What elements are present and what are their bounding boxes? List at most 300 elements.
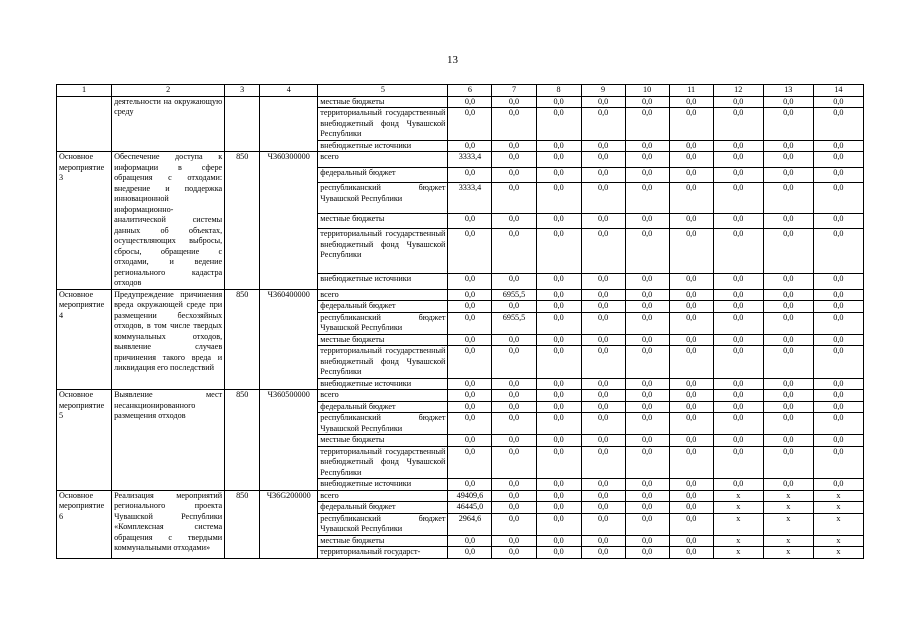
amount-cell: 0,0 [492,446,536,479]
amount-cell: 0,0 [813,183,863,213]
amount-cell: 0,0 [669,446,713,479]
amount-cell: 0,0 [448,446,492,479]
funding-source: всего [318,490,448,502]
amount-cell: 0,0 [813,413,863,435]
amount-cell: 0,0 [536,502,581,514]
amount-cell: x [763,490,813,502]
amount-cell: 0,0 [625,346,669,379]
amount-cell: x [813,502,863,514]
funding-source: республиканский бюджет Чувашской Республики [318,513,448,535]
amount-cell: 0,0 [625,108,669,141]
funding-source: территориальный государственный внебюджетный фонд Чувашской Республики [318,108,448,141]
amount-cell: 0,0 [763,108,813,141]
amount-cell: 0,0 [713,413,763,435]
amount-cell: 0,0 [581,547,625,559]
amount-cell: 0,0 [669,96,713,108]
funding-source: местные бюджеты [318,334,448,346]
amount-cell: 0,0 [536,312,581,334]
amount-cell: 0,0 [536,378,581,390]
amount-cell: 46445,0 [448,502,492,514]
amount-cell: 0,0 [713,229,763,273]
amount-cell: 0,0 [669,513,713,535]
amount-cell: 0,0 [763,213,813,229]
amount-cell: 0,0 [448,401,492,413]
amount-cell: 0,0 [536,479,581,491]
amount-cell: 0,0 [536,229,581,273]
amount-cell: 0,0 [581,378,625,390]
amount-cell: 0,0 [763,273,813,289]
amount-cell: 0,0 [448,167,492,183]
amount-cell: 0,0 [813,334,863,346]
funding-source: республиканский бюджет Чувашской Республики [318,312,448,334]
responsible-code: 850 [225,152,260,290]
amount-cell: 0,0 [813,213,863,229]
funding-source: республиканский бюджет Чувашской Республики [318,183,448,213]
amount-cell: 0,0 [713,401,763,413]
amount-cell: 2964,6 [448,513,492,535]
amount-cell: x [813,490,863,502]
amount-cell: 0,0 [763,346,813,379]
amount-cell: 0,0 [448,346,492,379]
amount-cell: 0,0 [492,346,536,379]
amount-cell: 0,0 [763,446,813,479]
amount-cell: x [763,535,813,547]
amount-cell: 0,0 [581,183,625,213]
amount-cell: 0,0 [763,378,813,390]
funding-source: внебюджетные источники [318,140,448,152]
funding-source: федеральный бюджет [318,167,448,183]
amount-cell: 0,0 [763,183,813,213]
amount-cell: 0,0 [669,167,713,183]
amount-cell: 0,0 [669,213,713,229]
amount-cell: 0,0 [813,390,863,402]
amount-cell: 0,0 [763,401,813,413]
amount-cell: 0,0 [813,479,863,491]
amount-cell: 0,0 [669,273,713,289]
amount-cell: 0,0 [713,152,763,168]
amount-cell: 0,0 [813,435,863,447]
column-header: 5 [318,85,448,97]
amount-cell: 0,0 [536,446,581,479]
amount-cell: 0,0 [713,289,763,301]
table-row [57,490,864,502]
amount-cell: 0,0 [536,96,581,108]
column-header: 12 [713,85,763,97]
budget-code: Ч360300000 [260,152,318,290]
amount-cell: 0,0 [713,213,763,229]
amount-cell: 0,0 [581,390,625,402]
amount-cell: 0,0 [763,435,813,447]
amount-cell: 0,0 [669,140,713,152]
amount-cell: 0,0 [669,346,713,379]
amount-cell: 0,0 [581,229,625,273]
funding-source: территориальный государственный внебюджетный фонд Чувашской Республики [318,229,448,273]
amount-cell: 0,0 [763,413,813,435]
amount-cell: 0,0 [669,229,713,273]
amount-cell: 0,0 [581,108,625,141]
amount-cell: 0,0 [625,513,669,535]
amount-cell: 0,0 [492,152,536,168]
amount-cell: 0,0 [763,96,813,108]
column-header: 2 [112,85,225,97]
amount-cell: 0,0 [536,535,581,547]
amount-cell: 0,0 [813,401,863,413]
budget-code: Ч360500000 [260,390,318,491]
amount-cell: 0,0 [625,446,669,479]
amount-cell: 0,0 [536,108,581,141]
amount-cell: 0,0 [713,346,763,379]
amount-cell: 0,0 [625,273,669,289]
amount-cell: 0,0 [763,334,813,346]
measure-description: Реализация мероприятий регионального проекта Чувашской Республики «Комплексная система обращения с твердыми коммунальными отходами» [112,490,225,558]
amount-cell: 0,0 [669,301,713,313]
amount-cell: 0,0 [763,479,813,491]
amount-cell: 0,0 [536,334,581,346]
amount-cell: 0,0 [669,490,713,502]
amount-cell: 0,0 [713,435,763,447]
amount-cell: 0,0 [581,289,625,301]
amount-cell: 0,0 [536,289,581,301]
column-header: 6 [448,85,492,97]
amount-cell: 0,0 [763,312,813,334]
column-header: 11 [669,85,713,97]
funding-source: всего [318,390,448,402]
amount-cell: 0,0 [813,273,863,289]
amount-cell: 0,0 [669,547,713,559]
amount-cell: 0,0 [713,96,763,108]
amount-cell: 0,0 [713,183,763,213]
amount-cell: 0,0 [763,152,813,168]
amount-cell: 0,0 [669,502,713,514]
table-row [57,390,864,402]
amount-cell: 0,0 [492,502,536,514]
measure-description: Выявление мест несанкционированного размещения отходов [112,390,225,491]
amount-cell: 0,0 [813,312,863,334]
funding-source: местные бюджеты [318,96,448,108]
amount-cell: 0,0 [448,301,492,313]
amount-cell: 0,0 [625,502,669,514]
amount-cell: 0,0 [448,435,492,447]
amount-cell: 0,0 [448,140,492,152]
amount-cell: 6955,5 [492,289,536,301]
responsible-code: 850 [225,490,260,558]
amount-cell: 0,0 [625,213,669,229]
measure-status: Основное мероприятие 4 [57,289,112,390]
amount-cell: 0,0 [492,334,536,346]
measure-status: Основное мероприятие 6 [57,490,112,558]
amount-cell: 49409,6 [448,490,492,502]
column-header: 3 [225,85,260,97]
column-header: 1 [57,85,112,97]
amount-cell: 0,0 [669,401,713,413]
table-row [57,289,864,301]
amount-cell: 0,0 [763,140,813,152]
amount-cell: 0,0 [581,413,625,435]
funding-source: федеральный бюджет [318,401,448,413]
amount-cell: 0,0 [448,273,492,289]
amount-cell: 0,0 [813,140,863,152]
amount-cell: 3333,4 [448,183,492,213]
amount-cell: 0,0 [813,346,863,379]
budget-table [56,84,864,559]
amount-cell: 0,0 [536,301,581,313]
amount-cell: 0,0 [581,273,625,289]
funding-source: территориальный государст- [318,547,448,559]
amount-cell: 0,0 [492,513,536,535]
amount-cell: 0,0 [492,535,536,547]
amount-cell: 0,0 [492,183,536,213]
amount-cell: 0,0 [669,334,713,346]
amount-cell: 0,0 [448,312,492,334]
amount-cell: 0,0 [813,446,863,479]
header-row [57,85,864,97]
column-header: 9 [581,85,625,97]
amount-cell: 0,0 [536,213,581,229]
funding-source: внебюджетные источники [318,273,448,289]
amount-cell: 0,0 [813,167,863,183]
column-header: 8 [536,85,581,97]
amount-cell: 0,0 [763,167,813,183]
amount-cell: 0,0 [669,413,713,435]
amount-cell: x [713,547,763,559]
amount-cell: 0,0 [581,312,625,334]
amount-cell: 0,0 [669,152,713,168]
funding-source: территориальный государственный внебюджетный фонд Чувашской Республики [318,346,448,379]
amount-cell: 0,0 [536,140,581,152]
amount-cell: 0,0 [581,152,625,168]
amount-cell: 0,0 [713,312,763,334]
amount-cell: 0,0 [625,229,669,273]
amount-cell: 0,0 [536,435,581,447]
amount-cell: x [713,513,763,535]
amount-cell: 0,0 [713,140,763,152]
amount-cell: x [763,513,813,535]
amount-cell: 0,0 [448,479,492,491]
amount-cell: 0,0 [536,390,581,402]
measure-description: деятельности на окружающую среду [112,96,225,152]
funding-source: территориальный государственный внебюджетный фонд Чувашской Республики [318,446,448,479]
amount-cell: 0,0 [669,435,713,447]
amount-cell: 0,0 [625,140,669,152]
amount-cell: 0,0 [581,513,625,535]
amount-cell: 0,0 [492,390,536,402]
amount-cell: x [813,547,863,559]
amount-cell: 0,0 [713,479,763,491]
amount-cell: x [763,502,813,514]
amount-cell: 0,0 [813,229,863,273]
amount-cell: 0,0 [763,229,813,273]
amount-cell: 0,0 [581,435,625,447]
amount-cell: 0,0 [536,273,581,289]
amount-cell: 0,0 [625,535,669,547]
amount-cell: 0,0 [763,301,813,313]
amount-cell: x [813,535,863,547]
amount-cell: x [713,502,763,514]
amount-cell: 0,0 [669,108,713,141]
funding-source: всего [318,152,448,168]
amount-cell: 0,0 [813,152,863,168]
responsible-code: 850 [225,289,260,390]
amount-cell: 0,0 [713,273,763,289]
amount-cell: 0,0 [492,229,536,273]
amount-cell: 0,0 [581,167,625,183]
amount-cell: 0,0 [713,378,763,390]
measure-status: Основное мероприятие 5 [57,390,112,491]
amount-cell: 0,0 [492,490,536,502]
amount-cell: 0,0 [625,289,669,301]
amount-cell: 0,0 [536,152,581,168]
amount-cell: 0,0 [492,479,536,491]
amount-cell: 0,0 [625,479,669,491]
amount-cell: 0,0 [492,435,536,447]
funding-source: внебюджетные источники [318,479,448,491]
amount-cell: 0,0 [448,390,492,402]
amount-cell: 0,0 [763,289,813,301]
amount-cell: 0,0 [581,502,625,514]
page-number: 13 [447,54,458,66]
amount-cell: 0,0 [625,413,669,435]
amount-cell: 0,0 [581,490,625,502]
amount-cell: 0,0 [813,96,863,108]
amount-cell: 0,0 [625,490,669,502]
amount-cell: 0,0 [625,390,669,402]
amount-cell: 0,0 [625,152,669,168]
amount-cell: 0,0 [763,390,813,402]
amount-cell: 0,0 [581,301,625,313]
amount-cell: 0,0 [492,547,536,559]
measure-status: Основное мероприятие 3 [57,152,112,290]
amount-cell: 0,0 [492,108,536,141]
amount-cell: x [813,513,863,535]
amount-cell: 0,0 [492,378,536,390]
amount-cell: 0,0 [625,96,669,108]
column-header: 4 [260,85,318,97]
funding-source: местные бюджеты [318,213,448,229]
amount-cell: 0,0 [581,535,625,547]
amount-cell: 0,0 [536,513,581,535]
amount-cell: 0,0 [625,435,669,447]
amount-cell: 0,0 [536,346,581,379]
amount-cell: 0,0 [581,401,625,413]
responsible-code [225,96,260,152]
funding-source: всего [318,289,448,301]
amount-cell: 0,0 [713,167,763,183]
amount-cell: 0,0 [448,334,492,346]
amount-cell: 0,0 [581,479,625,491]
amount-cell: 0,0 [813,108,863,141]
amount-cell: 0,0 [813,289,863,301]
amount-cell: 0,0 [813,301,863,313]
amount-cell: 0,0 [448,96,492,108]
amount-cell: 0,0 [713,390,763,402]
amount-cell: 0,0 [713,446,763,479]
funding-source: местные бюджеты [318,435,448,447]
amount-cell: 0,0 [448,213,492,229]
amount-cell: 0,0 [536,413,581,435]
amount-cell: 0,0 [448,378,492,390]
amount-cell: 0,0 [625,378,669,390]
column-header: 13 [763,85,813,97]
funding-source: федеральный бюджет [318,502,448,514]
amount-cell: 0,0 [448,108,492,141]
budget-code: Ч360400000 [260,289,318,390]
measure-description: Обеспечение доступа к информации в сфере обращения с отходами: внедрение и поддержка инновационной информационно-аналитической системы данных об объектах, осуществляющих выбросы, сбросы, обращение с отходами, и ведение регионального кадастра отходов [112,152,225,290]
funding-source: местные бюджеты [318,535,448,547]
amount-cell: 0,0 [492,413,536,435]
amount-cell: 0,0 [581,446,625,479]
amount-cell: 0,0 [492,96,536,108]
amount-cell: 6955,5 [492,312,536,334]
amount-cell: 0,0 [536,183,581,213]
amount-cell: 0,0 [581,346,625,379]
amount-cell: 0,0 [492,273,536,289]
column-header: 10 [625,85,669,97]
amount-cell: 0,0 [536,490,581,502]
amount-cell: 0,0 [581,334,625,346]
column-header: 14 [813,85,863,97]
responsible-code: 850 [225,390,260,491]
table-row [57,152,864,168]
amount-cell: 0,0 [448,413,492,435]
funding-source: внебюджетные источники [318,378,448,390]
amount-cell: 0,0 [669,479,713,491]
amount-cell: 0,0 [713,334,763,346]
amount-cell: 0,0 [669,390,713,402]
funding-source: федеральный бюджет [318,301,448,313]
amount-cell: 0,0 [581,96,625,108]
amount-cell: 0,0 [669,535,713,547]
amount-cell: 0,0 [669,289,713,301]
amount-cell: 0,0 [492,167,536,183]
measure-status [57,96,112,152]
amount-cell: 0,0 [813,378,863,390]
measure-description: Предупреждение причинения вреда окружающей среде при размещении бесхозяйных отходов, в том числе твердых коммунальных отходов, выявление случаев причинения такого вреда и ликвидация его последствий [112,289,225,390]
amount-cell: 0,0 [492,140,536,152]
amount-cell: 0,0 [625,547,669,559]
budget-code: Ч36G200000 [260,490,318,558]
amount-cell: 0,0 [669,183,713,213]
amount-cell: 0,0 [669,378,713,390]
amount-cell: 0,0 [625,312,669,334]
amount-cell: 0,0 [625,183,669,213]
amount-cell: x [763,547,813,559]
amount-cell: x [713,490,763,502]
amount-cell: 0,0 [625,301,669,313]
amount-cell: 3333,4 [448,152,492,168]
amount-cell: 0,0 [625,334,669,346]
amount-cell: 0,0 [581,213,625,229]
amount-cell: 0,0 [536,547,581,559]
amount-cell: x [713,535,763,547]
amount-cell: 0,0 [448,535,492,547]
amount-cell: 0,0 [625,167,669,183]
table-row [57,96,864,108]
amount-cell: 0,0 [669,312,713,334]
amount-cell: 0,0 [536,167,581,183]
funding-source: республиканский бюджет Чувашской Республики [318,413,448,435]
amount-cell: 0,0 [492,301,536,313]
amount-cell: 0,0 [492,401,536,413]
amount-cell: 0,0 [536,401,581,413]
amount-cell: 0,0 [448,229,492,273]
amount-cell: 0,0 [581,140,625,152]
amount-cell: 0,0 [492,213,536,229]
amount-cell: 0,0 [713,301,763,313]
amount-cell: 0,0 [625,401,669,413]
amount-cell: 0,0 [713,108,763,141]
column-header: 7 [492,85,536,97]
amount-cell: 0,0 [448,289,492,301]
